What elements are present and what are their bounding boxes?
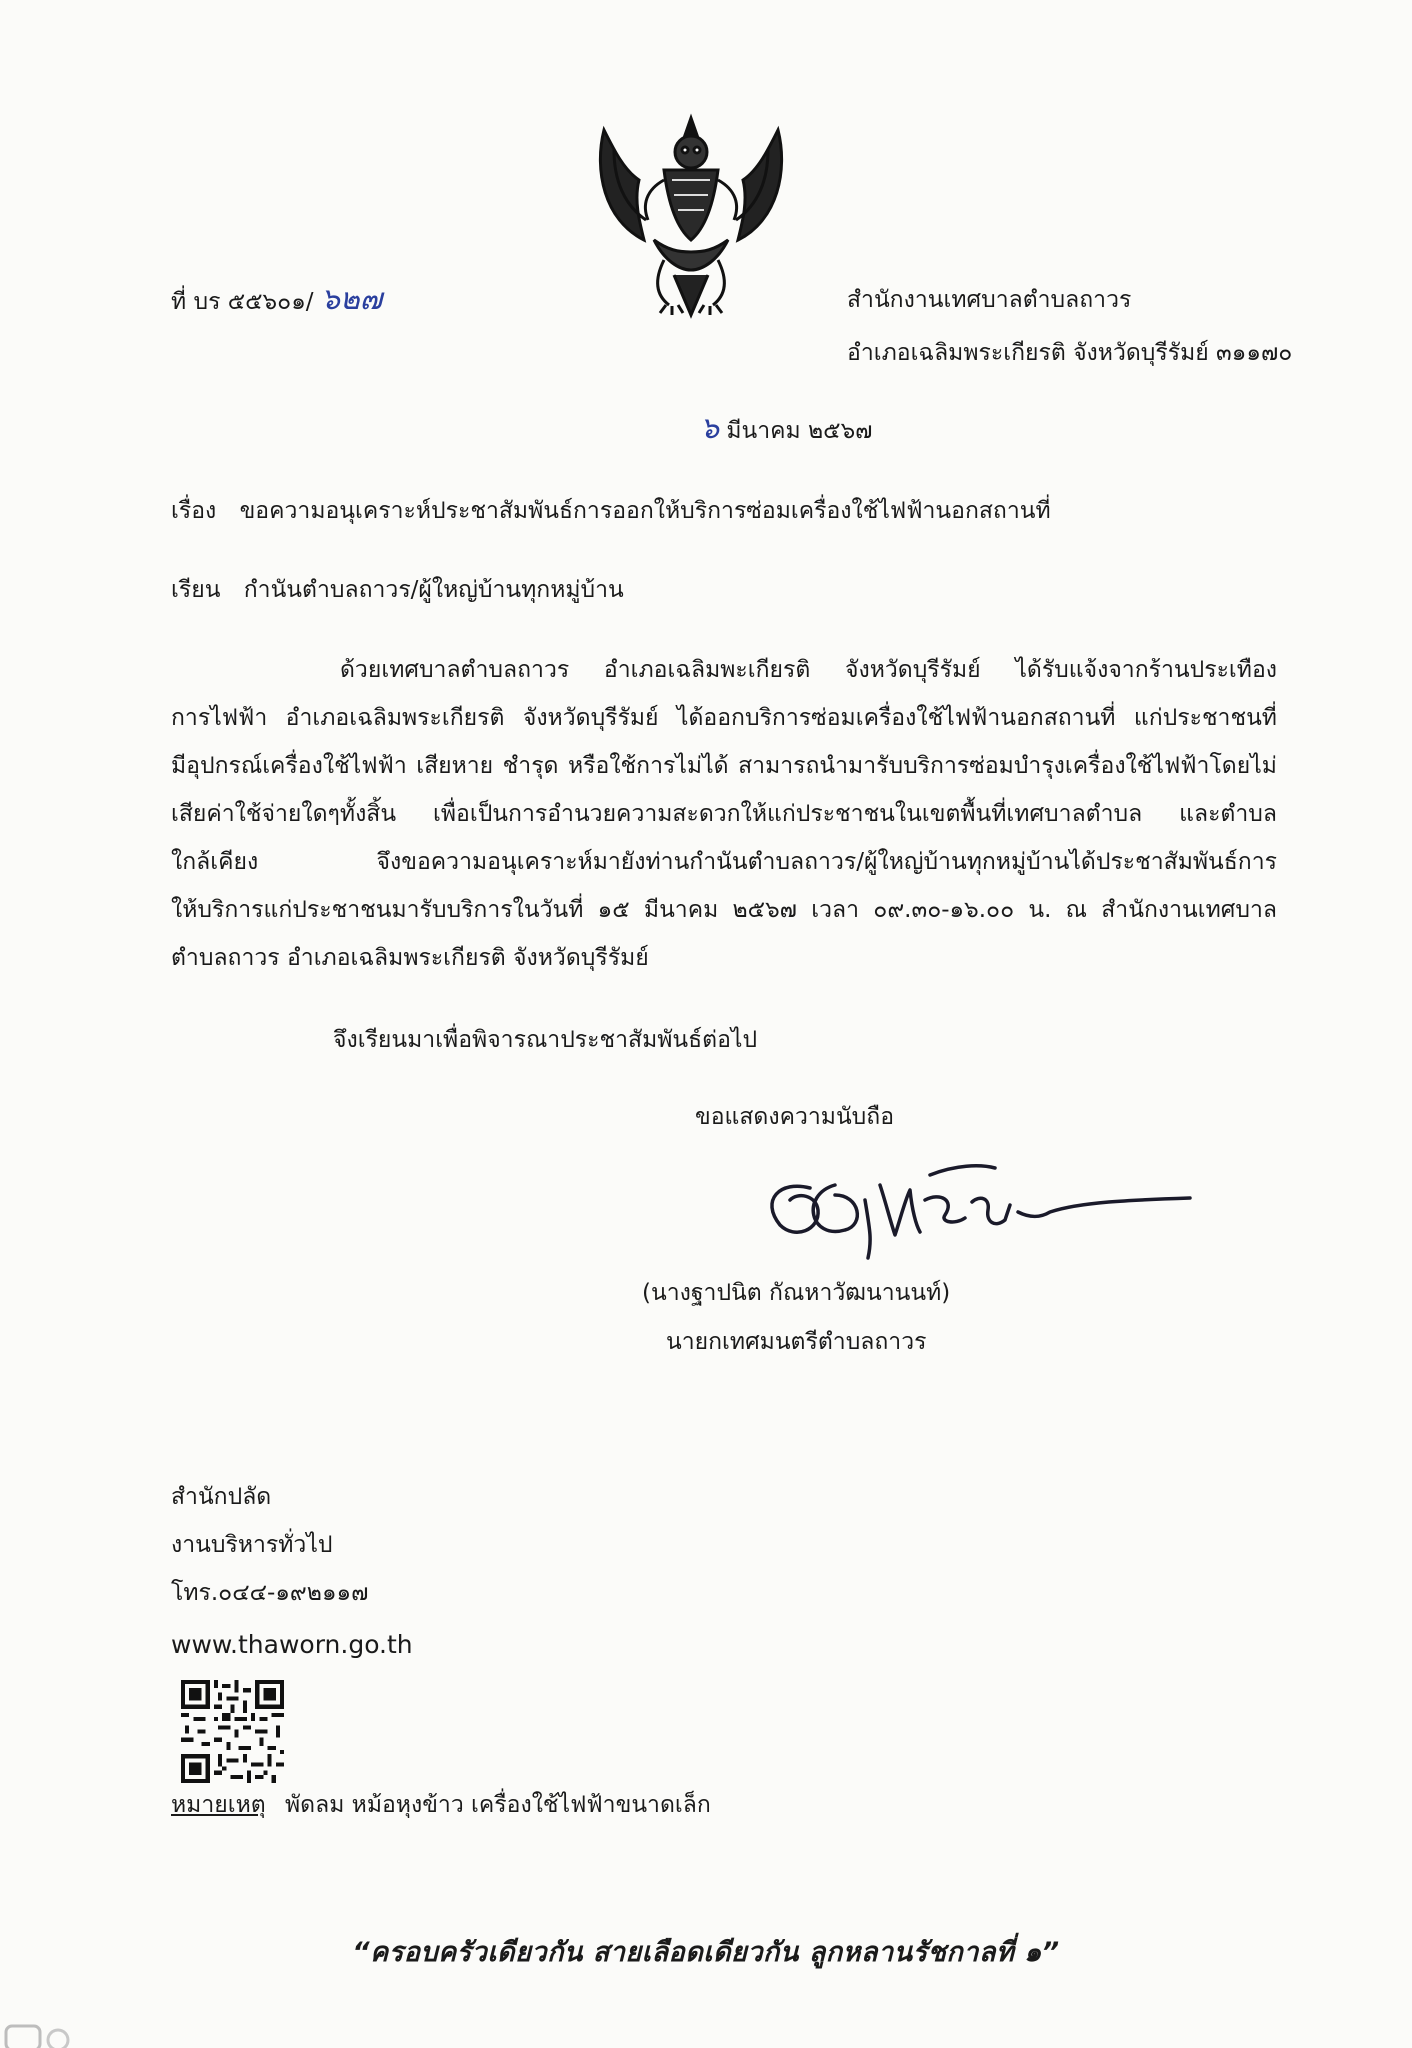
body-word: เสียค่าใช้จ่ายใดๆทั้งสิ้น	[171, 801, 397, 827]
subject-text: ขอความอนุเคราะห์ประชาสัมพันธ์การออกให้บริการซ่อมเครื่องใช้ไฟฟ้านอกสถานที่	[239, 498, 1051, 524]
recipient-line	[171, 575, 624, 605]
cc-badge-icon	[0, 2022, 80, 2048]
body-word: แก่ประชาชนที่	[1133, 705, 1277, 731]
reference-handwritten: ๖๒๗	[320, 282, 383, 317]
body-line-7: ตำบลถาวร อำเภอเฉลิมพระเกียรติ จังหวัดบุรีรัมย์	[171, 945, 649, 971]
subject-label: เรื่อง	[171, 498, 217, 524]
body-word: เวลา	[811, 897, 860, 923]
body-word: จังหวัดบุรีรัมย์	[522, 705, 659, 731]
phone-number: โทร.๐๔๔-๑๙๒๑๑๗	[171, 1580, 369, 1606]
body-word: ใกล้เคียง	[171, 849, 259, 875]
recipient-label: เรียน	[171, 577, 221, 603]
body-word: สามารถนำมารับบริการซ่อมบำรุงเครื่องใช้ไฟฟ้าโดยไม่	[738, 753, 1277, 779]
body-word: การไฟฟ้า	[171, 705, 268, 731]
body-word: ชำรุด	[502, 753, 559, 779]
signer-name: (นางฐาปนิต กัณหาวัฒนานนท์)	[642, 1280, 951, 1306]
body-word: จังหวัดบุรีรัมย์	[844, 657, 981, 683]
body-word: น.	[1028, 897, 1052, 923]
body-word: อำเภอเฉลิมพะเกียรติ	[603, 657, 811, 683]
note-text: พัดลม หม้อหุงข้าว เครื่องใช้ไฟฟ้าขนาดเล็ก	[285, 1792, 711, 1818]
body-word: อำเภอเฉลิมพระเกียรติ	[285, 705, 505, 731]
body-word: ๐๙.๓๐-๑๖.๐๐	[873, 897, 1015, 923]
website-link[interactable]: www.thaworn.go.th	[171, 1630, 413, 1659]
signer-position: นายกเทศมนตรีตำบลถาวร	[666, 1329, 927, 1355]
body-line-2	[171, 703, 1277, 733]
department-name: สำนักปลัด	[171, 1484, 272, 1510]
body-word: มีนาคม	[643, 897, 719, 923]
body-word: หรือใช้การไม่ได้	[568, 753, 729, 779]
qr-code-icon[interactable]	[179, 1680, 286, 1783]
body-word: สำนักงานเทศบาล	[1101, 897, 1277, 923]
regards-text: ขอแสดงความนับถือ	[695, 1104, 895, 1130]
body-word: ได้ออกบริการซ่อมเครื่องใช้ไฟฟ้านอกสถานที่	[676, 705, 1116, 731]
motto-slogan: “ครอบครัวเดียวกัน สายเลือดเดียวกัน ลูกหลานรัชกาลที่ ๑”	[352, 1937, 1060, 1968]
body-line-6	[171, 895, 1277, 925]
body-word: เสียหาย	[416, 753, 494, 779]
reference-prefix: ที่ บร ๕๕๖๐๑/	[171, 289, 314, 315]
body-word: เพื่อเป็นการอำนวยความสะดวกให้แก่ประชาชนในเขตพื้นที่เทศบาลตำบล	[433, 801, 1143, 827]
note-line	[171, 1790, 711, 1820]
date-day-handwritten: ๖	[700, 411, 720, 446]
date-month-year: มีนาคม ๒๕๖๗	[726, 418, 873, 444]
body-word: ณ	[1065, 897, 1088, 923]
body-word: ให้บริการแก่ประชาชนมารับบริการในวันที่	[171, 897, 584, 923]
body-line-4	[171, 799, 1277, 829]
body-line-1	[340, 655, 1277, 685]
office-address: อำเภอเฉลิมพระเกียรติ จังหวัดบุรีรัมย์ ๓๑๑๗๐	[847, 340, 1293, 366]
recipient-text: กำนันตำบลถาวร/ผู้ใหญ่บ้านทุกหมู่บ้าน	[243, 577, 624, 603]
handwritten-signature	[740, 1140, 1200, 1260]
body-word: ๑๕	[597, 897, 630, 923]
subject-line	[171, 496, 1051, 526]
garuda-emblem-icon	[584, 110, 798, 320]
body-line-5	[171, 847, 1277, 877]
body-word: ด้วยเทศบาลตำบลถาวร	[340, 657, 570, 683]
note-label: หมายเหตุ	[171, 1792, 266, 1818]
body-word: มีอุปกรณ์เครื่องใช้ไฟฟ้า	[171, 753, 407, 779]
body-word: ๒๕๖๗	[732, 897, 797, 923]
body-word: ได้รับแจ้งจากร้านประเทือง	[1015, 657, 1277, 683]
letter-date	[700, 411, 873, 446]
body-word: จึงขอความอนุเคราะห์มายังท่านกำนันตำบลถาวร/ผู้ใหญ่บ้านทุกหมู่บ้านได้ประชาสัมพันธ์การ	[376, 849, 1277, 875]
reference-number	[171, 282, 383, 317]
body-word: และตำบล	[1179, 801, 1277, 827]
body-line-3	[171, 751, 1277, 781]
section-name: งานบริหารทั่วไป	[171, 1532, 333, 1558]
office-name: สำนักงานเทศบาลตำบลถาวร	[847, 287, 1132, 313]
closing-line: จึงเรียนมาเพื่อพิจารณาประชาสัมพันธ์ต่อไป	[333, 1027, 758, 1053]
